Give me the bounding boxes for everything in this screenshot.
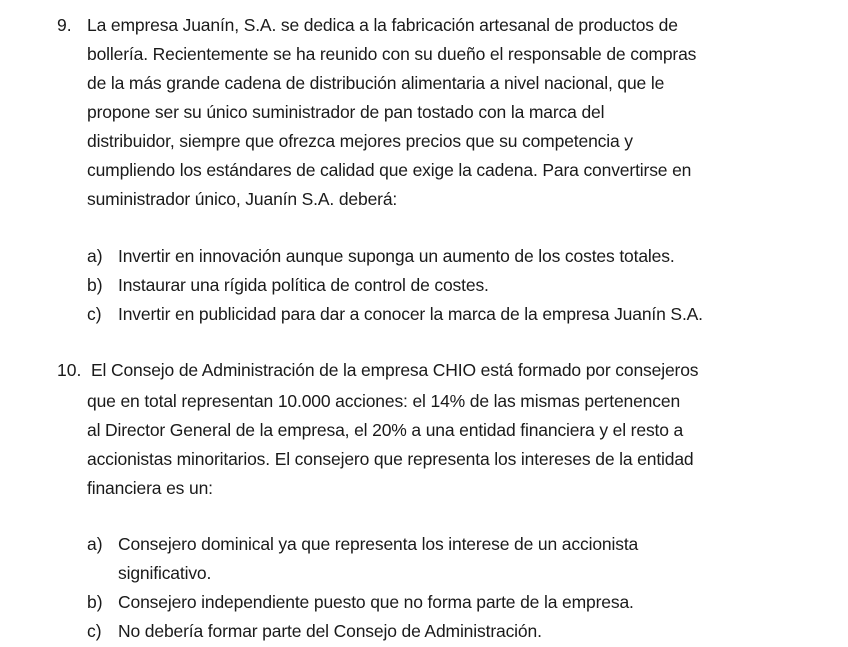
question-stem-line: La empresa Juanín, S.A. se dedica a la fabricación artesanal de productos de (87, 15, 678, 35)
option-text: significativo. (118, 563, 212, 583)
option-mark: b) (87, 592, 103, 612)
question-stem-line: El Consejo de Administración de la empresa CHIO está formado por consejeros (91, 360, 699, 380)
option-mark: b) (87, 275, 103, 295)
option-text: Invertir en publicidad para dar a conocer la marca de la empresa Juanín S.A. (118, 304, 703, 324)
option-text: Consejero independiente puesto que no forma parte de la empresa. (118, 592, 634, 612)
question-stem-line: financiera es un: (87, 478, 213, 498)
question-stem-line: propone ser su único suministrador de pan tostado con la marca del (87, 102, 605, 122)
question-stem-line: suministrador único, Juanín S.A. deberá: (87, 189, 398, 209)
question-stem-line: bollería. Recientemente se ha reunido con su dueño el responsable de compras (87, 44, 697, 64)
question-stem-line: distribuidor, siempre que ofrezca mejores precios que su competencia y (87, 131, 633, 151)
option-mark: a) (87, 534, 103, 554)
question-stem-line: de la más grande cadena de distribución alimentaria a nivel nacional, que le (87, 73, 665, 93)
option-mark: c) (87, 621, 102, 641)
option-text: Instaurar una rígida política de control de costes. (118, 275, 489, 295)
option-text: Invertir en innovación aunque suponga un aumento de los costes totales. (118, 246, 675, 266)
question-stem-line: que en total representan 10.000 acciones: el 14% de las mismas pertenencen (87, 391, 681, 411)
question-stem-line: cumpliendo los estándares de calidad que exige la cadena. Para convertirse en (87, 160, 692, 180)
question-number: 9. (57, 15, 72, 35)
option-mark: a) (87, 246, 103, 266)
option-text: No debería formar parte del Consejo de Administración. (118, 621, 542, 641)
question-stem-line: al Director General de la empresa, el 20% a una entidad financiera y el resto a (87, 420, 684, 440)
question-number: 10. (57, 360, 82, 380)
option-mark: c) (87, 304, 102, 324)
option-text: Consejero dominical ya que representa los interese de un accionista (118, 534, 639, 554)
question-stem-line: accionistas minoritarios. El consejero que representa los intereses de la entidad (87, 449, 694, 469)
